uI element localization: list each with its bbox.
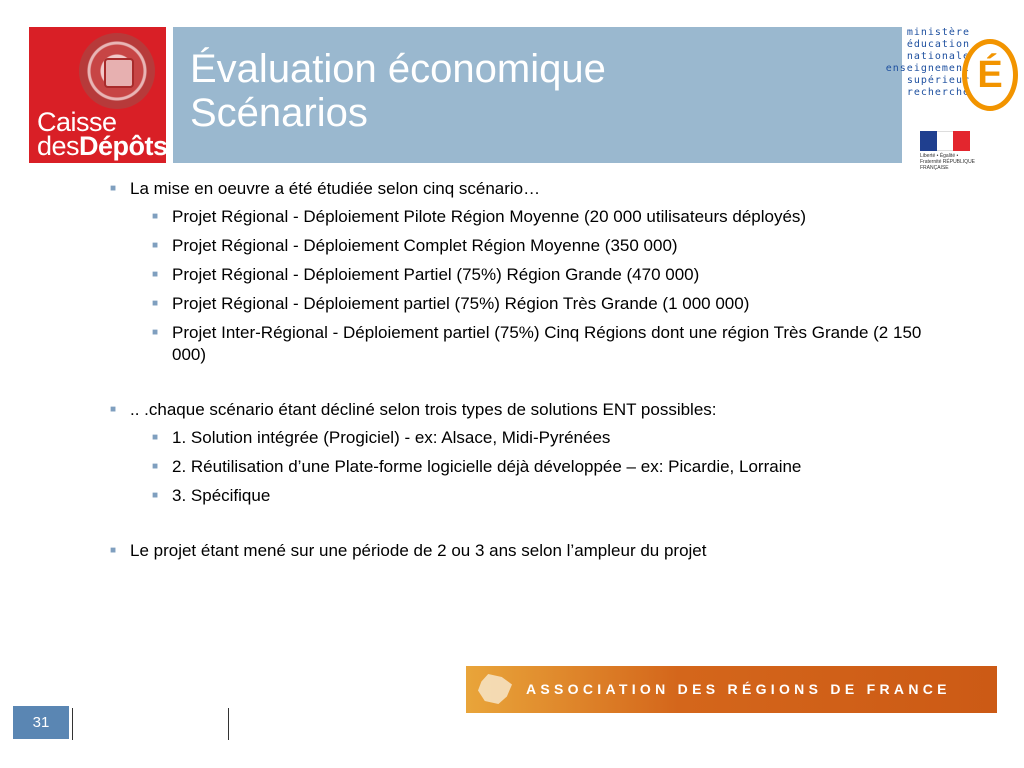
slide-body [110,178,930,568]
list-item-scenario-5: ■ Projet Inter-Régional - Déploiement partiel (75%) Cinq Régions dont une région Très Grande (2 150 000) [152,322,930,366]
ministere-logo [885,27,1014,171]
footer-divider [72,708,73,740]
title-line2: Scénarios [190,91,368,135]
bullet-scenarios-intro: ■ La mise en oeuvre a été étudiée selon cinq scénario… [110,178,930,200]
bullet-project-duration: ■ Le projet étant mené sur une période de 2 ou 3 ans selon l’ampleur du projet [110,540,930,562]
logo-line1: Caisse [37,107,117,137]
ministere-e-icon: É [962,39,1018,111]
list-item-solution-3: ■ 3. Spécifique [152,485,930,507]
french-republic-flag-icon [920,131,970,151]
slide-title [190,47,606,135]
list-item-solution-2: ■ 2. Réutilisation d’une Plate-forme logicielle déjà développée – ex: Picardie, Lorraine [152,456,930,478]
list-item-scenario-2: ■ Projet Régional - Déploiement Complet Région Moyenne (350 000) [152,235,930,257]
title-band [173,27,902,163]
footer-divider [228,708,229,740]
arf-banner [466,666,997,713]
ministere-text: ministère éducation nationale enseignement supérieur recherche [885,27,970,98]
bullet-solutions-intro: ■ .. .chaque scénario étant décliné selon trois types de solutions ENT possibles: [110,399,930,421]
caisse-des-depots-logo [29,27,166,163]
france-map-icon [478,674,512,704]
logo-line2: desDépôts [37,131,168,161]
list-item-scenario-3: ■ Projet Régional - Déploiement Partiel (75%) Région Grande (470 000) [152,264,930,286]
republique-caption: Liberté • Égalité • Fraternité RÉPUBLIQUE FRANÇAISE [920,153,976,171]
list-item-scenario-1: ■ Projet Régional - Déploiement Pilote Région Moyenne (20 000 utilisateurs déployés) [152,206,930,228]
list-item-solution-1: ■ 1. Solution intégrée (Progiciel) - ex: Alsace, Midi-Pyrénées [152,427,930,449]
seal-icon [79,33,155,109]
arf-banner-text: ASSOCIATION DES RÉGIONS DE FRANCE [526,681,951,697]
title-line1: Évaluation économique [190,47,606,91]
page-number: 31 [13,706,69,739]
list-item-scenario-4: ■ Projet Régional - Déploiement partiel (75%) Région Très Grande (1 000 000) [152,293,930,315]
